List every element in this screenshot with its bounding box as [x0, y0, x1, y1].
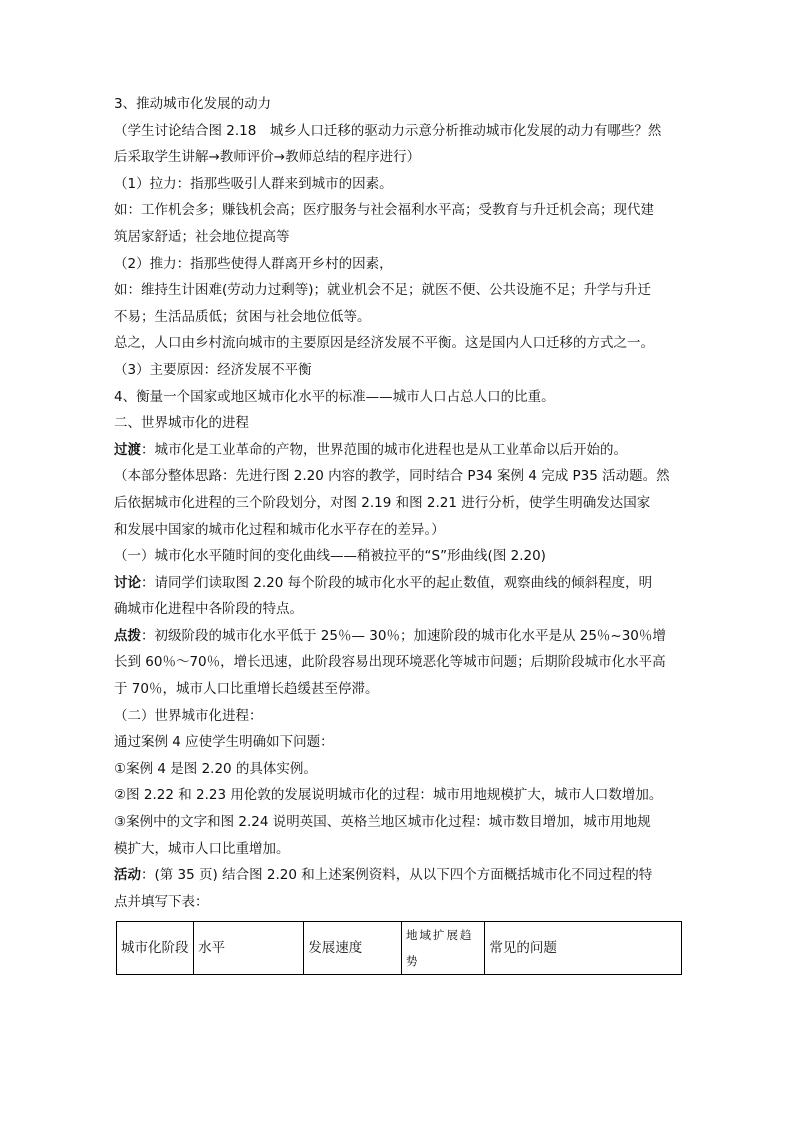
paragraph-line: 如：工作机会多；赚钱机会高；医疗服务与社会福利水平高；受教育与升迁机会高；现代建 — [114, 202, 654, 219]
paragraph-line: （学生讨论结合图 2.18 城乡人口迁移的驱动力示意分析推动城市化发展的动力有哪些？然 — [114, 122, 662, 139]
dianbo-keyword: 点拨 — [114, 627, 141, 644]
paragraph-line: （3）主要原因：经济发展不平衡 — [114, 361, 312, 378]
huodong-text: ：(第 35 页) 结合图 2.20 和上述案例资料，从以下四个方面概括城市化不同过程的特 — [141, 867, 653, 884]
table-header-cell: 常见的问题 — [485, 922, 682, 975]
paragraph-line: ②图 2.22 和 2.23 用伦敦的发展说明城市化的过程：城市用地规模扩大，城市人口数增加。 — [114, 787, 663, 804]
paragraph-line: 和发展中国家的城市化过程和城市化水平存在的差异。） — [114, 521, 445, 538]
urbanization-stage-table — [116, 921, 682, 975]
guodu-keyword: 过渡 — [114, 441, 141, 458]
paragraph-line: 于 70％，城市人口比重增长趋缓甚至停滞。 — [114, 681, 379, 698]
paragraph-line: 筑居家舒适；社会地位提高等 — [114, 228, 290, 245]
paragraph-line: （2）推力：指那些使得人群离开乡村的因素， — [114, 255, 393, 272]
guodu-paragraph — [114, 437, 684, 464]
dianbo-paragraph — [114, 623, 684, 650]
table-header-row — [117, 922, 682, 975]
paragraph-line: （二）世界城市化进程： — [114, 707, 263, 724]
table-header-cell: 地域扩展趋势 — [402, 922, 485, 975]
huodong-keyword: 活动 — [114, 867, 141, 884]
paragraph-line: 4、衡量一个国家或地区城市化水平的标准——城市人口占总人口的比重。 — [114, 388, 555, 405]
paragraph-line: 总之，人口由乡村流向城市的主要原因是经济发展不平衡。这是国内人口迁移的方式之一。 — [114, 335, 654, 352]
paragraph-line: 模扩大，城市人口比重增加。 — [114, 840, 290, 857]
dianbo-text: ：初级阶段的城市化水平低于 25％— 30％；加速阶段的城市化水平是从 25％~30％增 — [141, 627, 666, 644]
document-body — [114, 91, 684, 975]
huodong-paragraph — [114, 862, 684, 889]
section-heading-world-urbanization: 二、世界城市化的进程 — [114, 415, 249, 432]
paragraph-line: 通过案例 4 应使学生明确如下问题： — [114, 734, 334, 751]
paragraph-line: 后依据城市化进程的三个阶段划分，对图 2.19 和图 2.21 进行分析，使学生明确发达国家 — [114, 494, 651, 511]
paragraph-line: （一）城市化水平随时间的变化曲线——稍被拉平的“S”形曲线(图 2.20) — [114, 548, 546, 565]
taolun-keyword: 讨论 — [114, 574, 141, 591]
taolun-paragraph — [114, 570, 684, 597]
table-header-cell: 城市化阶段 — [117, 922, 194, 975]
paragraph-line: 不易；生活品质低；贫困与社会地位低等。 — [114, 308, 371, 325]
heading-driving-forces: 3、推动城市化发展的动力 — [114, 96, 272, 112]
paragraph-line: ③案例中的文字和图 2.24 说明英国、英格兰地区城市化过程：城市数目增加，城市用地规 — [114, 814, 651, 831]
paragraph-line: （1）拉力：指那些吸引人群来到城市的因素。 — [114, 175, 393, 192]
paragraph-line: 确城市化进程中各阶段的特点。 — [114, 601, 303, 618]
paragraph-line: 长到 60％～70％，增长迅速，此阶段容易出现环境恶化等城市问题；后期阶段城市化水平高 — [114, 654, 666, 671]
taolun-text: ：请同学们读取图 2.20 每个阶段的城市化水平的起止数值，观察曲线的倾斜程度，明 — [141, 574, 653, 591]
table-header-cell: 发展速度 — [304, 922, 402, 975]
paragraph-line: （本部分整体思路：先进行图 2.20 内容的教学，同时结合 P34 案例 4 完成 P35 活动题。然 — [114, 468, 670, 485]
paragraph-line: 点并填写下表： — [114, 893, 209, 910]
paragraph-line: 后采取学生讲解→教师评价→教师总结的程序进行） — [114, 149, 421, 166]
paragraph-line: 如：维持生计困难(劳动力过剩等)；就业机会不足；就医不便、公共设施不足；升学与升迁 — [114, 282, 652, 299]
guodu-text: ：城市化是工业革命的产物，世界范围的城市化进程也是从工业革命以后开始的。 — [141, 441, 627, 458]
paragraph-line: ①案例 4 是图 2.20 的具体实例。 — [114, 760, 317, 777]
table-header-cell: 水平 — [194, 922, 304, 975]
